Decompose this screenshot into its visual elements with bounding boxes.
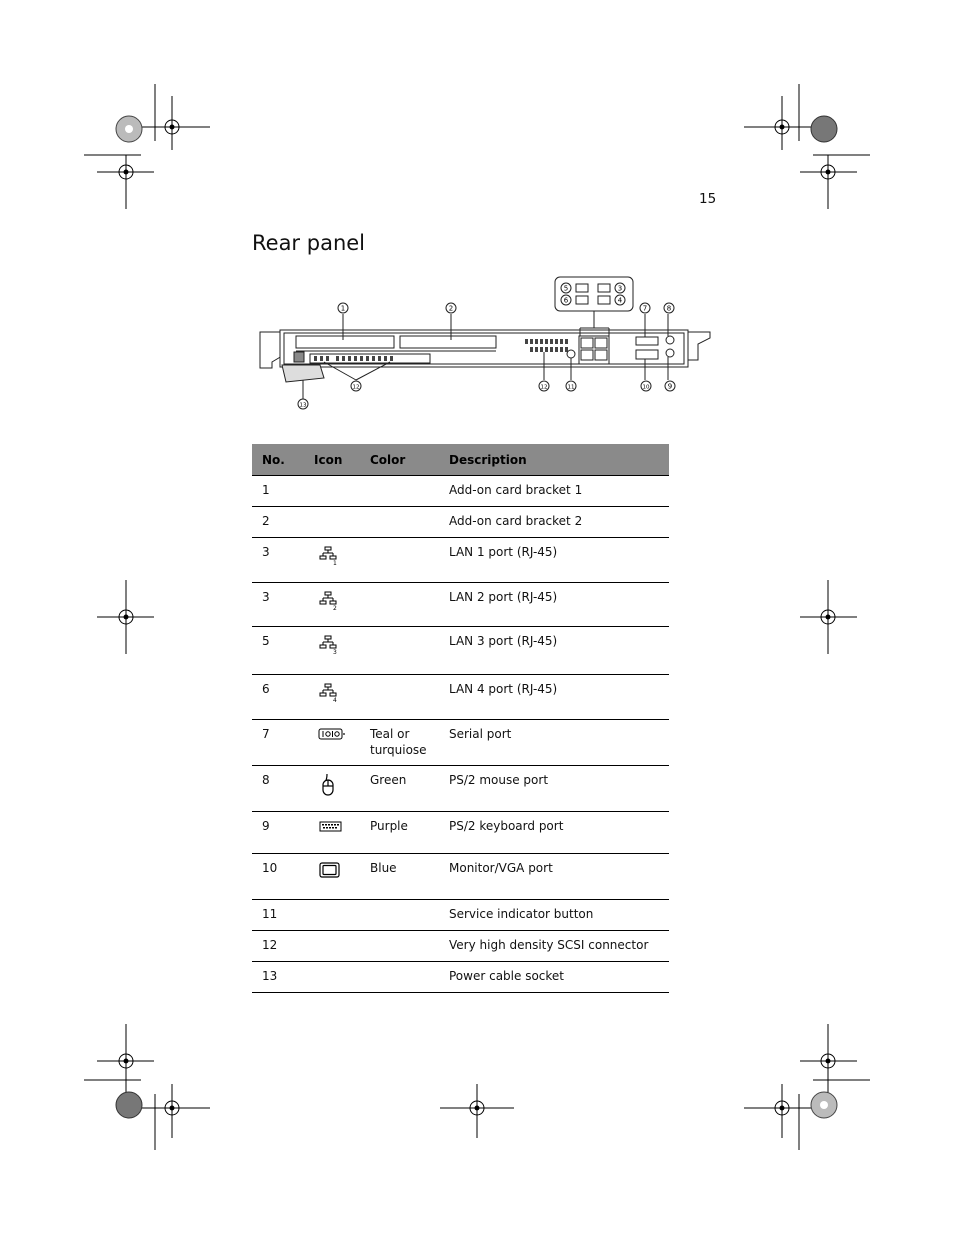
svg-text:2: 2 [448, 304, 454, 313]
svg-text:1: 1 [340, 304, 346, 313]
callout-6 [561, 295, 571, 305]
table-row: 2 Add-on card bracket 2 [252, 507, 669, 538]
lan-3-icon [318, 633, 340, 655]
monitor-icon [318, 860, 342, 880]
svg-text:11: 11 [567, 384, 575, 391]
svg-text:2: 2 [333, 605, 337, 611]
svg-text:8: 8 [666, 304, 672, 313]
table-row: 10 Blue Monitor/VGA port [252, 854, 669, 900]
callout-5 [561, 283, 571, 293]
svg-text:7: 7 [642, 304, 648, 313]
svg-text:10: 10 [642, 384, 650, 391]
table-row: 3 2 LAN 2 port (RJ-45) [252, 583, 669, 627]
table-row: 12 Very high density SCSI connector [252, 931, 669, 962]
table-row: 9 Purple PS/2 keyboard port [252, 812, 669, 854]
svg-text:4: 4 [617, 296, 623, 305]
card-bracket-2 [400, 336, 496, 348]
table-row: 1 Add-on card bracket 1 [252, 476, 669, 507]
svg-text:6: 6 [563, 296, 569, 305]
keyboard-icon [318, 818, 344, 834]
svg-text:12: 12 [540, 384, 548, 391]
callout-7 [640, 303, 650, 313]
table-row: 5 3 LAN 3 port (RJ-45) [252, 627, 669, 675]
callout-9 [665, 381, 675, 391]
table-row: 8 Green PS/2 mouse port [252, 766, 669, 812]
callout-13 [298, 399, 308, 409]
callout-12a [539, 381, 549, 391]
header-no: No. [252, 444, 304, 476]
mouse-icon [318, 772, 340, 798]
table-row: 13 Power cable socket [252, 962, 669, 993]
callout-8 [664, 303, 674, 313]
table-row: 6 4 LAN 4 port (RJ-45) [252, 675, 669, 720]
table-header-row [252, 444, 669, 476]
lan-2-icon [318, 589, 340, 611]
table-row: 3 1 LAN 1 port (RJ-45) [252, 538, 669, 583]
callout-3 [615, 283, 625, 293]
rear-panel-diagram [250, 270, 720, 420]
rear-panel-table [252, 444, 669, 993]
svg-text:4: 4 [333, 697, 337, 703]
callout-2 [446, 303, 456, 313]
card-bracket-1 [296, 336, 394, 348]
section-title: Rear panel [252, 231, 366, 255]
header-color: Color [360, 444, 439, 476]
callout-11 [566, 381, 576, 391]
callout-12b [351, 381, 361, 391]
table-row: 7 Teal or turquiose Serial port [252, 720, 669, 766]
header-description: Description [439, 444, 669, 476]
lan-1-icon [318, 544, 340, 566]
header-icon: Icon [304, 444, 360, 476]
svg-text:9: 9 [667, 382, 673, 391]
svg-text:13: 13 [299, 402, 307, 409]
table-row: 11 Service indicator button [252, 900, 669, 931]
svg-text:12: 12 [352, 384, 360, 391]
page-number: 15 [699, 191, 717, 207]
svg-text:3: 3 [617, 284, 623, 293]
svg-text:1: 1 [333, 560, 337, 566]
callout-10 [641, 381, 651, 391]
svg-text:5: 5 [563, 284, 569, 293]
callout-1 [338, 303, 348, 313]
callout-4 [615, 295, 625, 305]
lan-4-icon [318, 681, 340, 703]
serial-port-icon [318, 726, 346, 742]
svg-text:3: 3 [333, 649, 337, 655]
